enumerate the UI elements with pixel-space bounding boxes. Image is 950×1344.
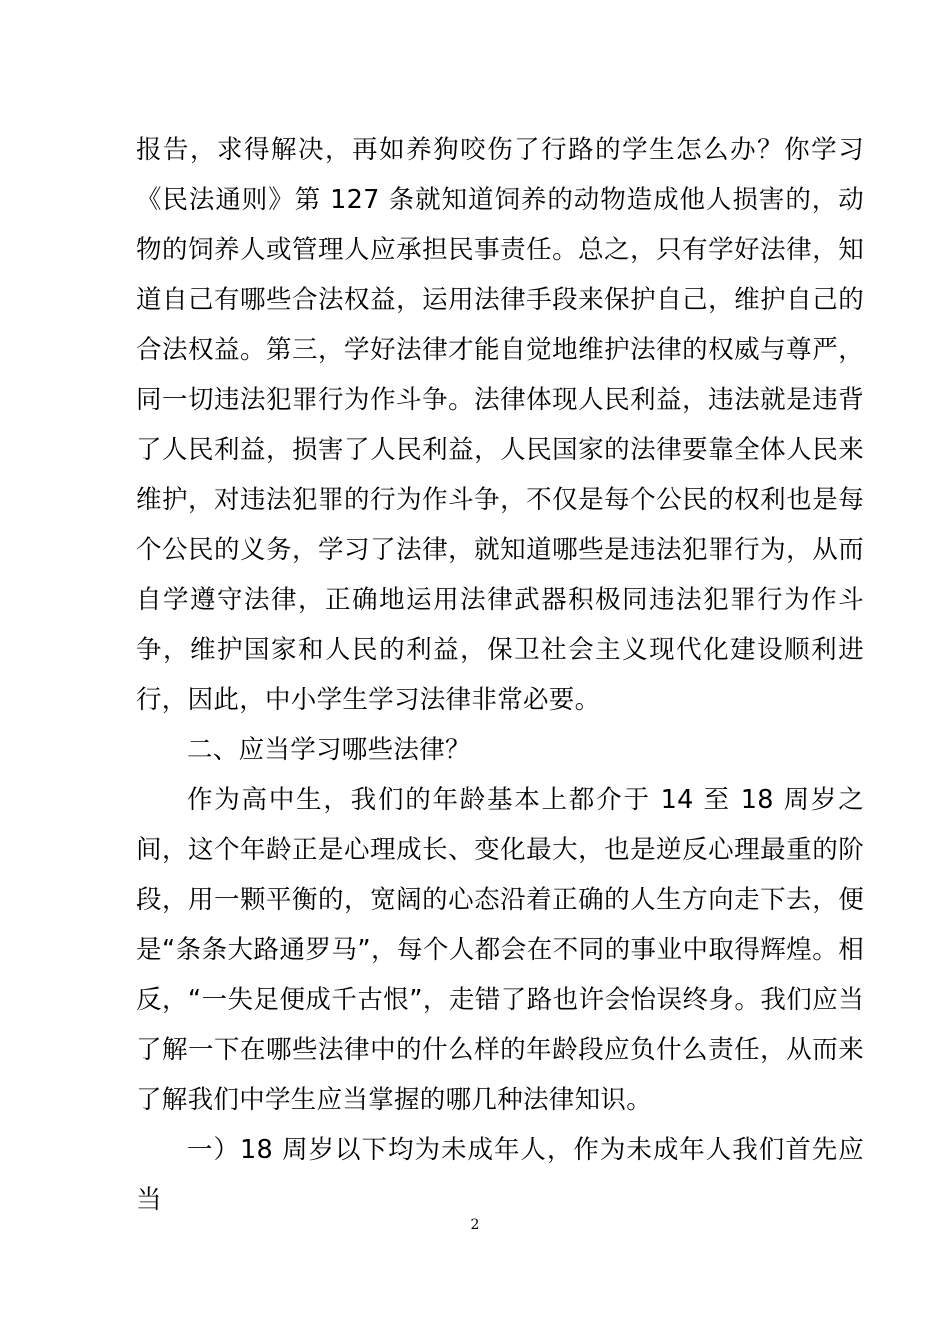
document-body [136, 125, 864, 1225]
section-heading: 二、应当学习哪些法律？ [187, 735, 471, 765]
paragraph-list-item: 一）18 周岁以下均为未成年人，作为未成年人我们首先应当 [136, 1135, 864, 1215]
page-number: 2 [470, 1217, 480, 1233]
paragraph-continuation: 报告，求得解决，再如养狗咬伤了行路的学生怎么办？你学习《民法通则》第 127 条就知道饲养的动物造成他人损害的，动物的饲养人或管理人应承担民事责任。总之，只有学好法律，知道自己有哪些合法权益，运用法律手段来保护自己，维护自己的合法权益。第三，学好法律才能自觉地维护法律的权威与尊严，同一切违法犯罪行为作斗争。法律体现人民利益，违法就是违背了人民利益，损害了人民利益，人民国家的法律要靠全体人民来维护，对违法犯罪的行为作斗争，不仅是每个公民的权利也是每个公民的义务，学习了法律，就知道哪些是违法犯罪行为，从而自学遵守法律，正确地运用法律武器积极同违法犯罪行为作斗争，维护国家和人民的利益，保卫社会主义现代化建设顺利进行，因此，中小学生学习法律非常必要。 [136, 135, 864, 715]
paragraph-body: 作为高中生，我们的年龄基本上都介于 14 至 18 周岁之间，这个年龄正是心理成长、变化最大，也是逆反心理最重的阶段，用一颗平衡的，宽阔的心态沿着正确的人生方向走下去，便是“条条大路通罗马”，每个人都会在不同的事业中取得辉煌。相反，“一失足便成千古恨”，走错了路也许会怡误终身。我们应当了解一下在哪些法律中的什么样的年龄段应负什么责任，从而来了解我们中学生应当掌握的哪几种法律知识。 [136, 785, 864, 1115]
